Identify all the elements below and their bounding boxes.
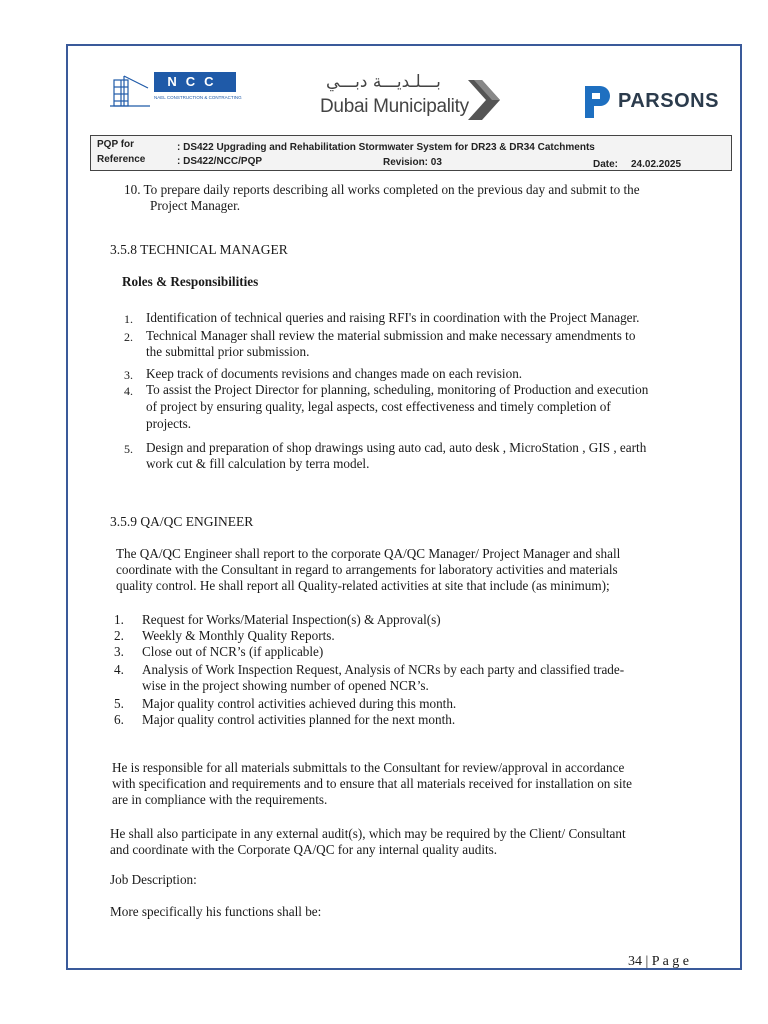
- tm-item-4-line-3: projects.: [146, 416, 192, 431]
- reference-label: Reference: [97, 154, 146, 165]
- qa-item-number: 2.: [114, 628, 124, 643]
- section-heading-3-5-8: 3.5.8 TECHNICAL MANAGER: [110, 242, 288, 257]
- qa-item-3-line: Close out of NCR’s (if applicable): [142, 644, 324, 659]
- materials-para-line-3: are in compliance with the requirements.: [112, 792, 328, 807]
- materials-para-line-1: He is responsible for all materials submittals to the Consultant for review/approval in accordance: [112, 760, 625, 775]
- document-code: : DS422/NCC/PQP: [177, 156, 263, 167]
- date-value: 24.02.2025: [631, 159, 682, 170]
- audit-para-line-1: He shall also participate in any external audit(s), which may be required by the Client/ Consultant: [110, 826, 626, 841]
- dm-arabic-text: بـــلـديـــة دبـــي: [326, 72, 441, 92]
- tm-item-5-line-2: work cut & fill calculation by terra model.: [146, 456, 370, 471]
- tm-item-3-line: Keep track of documents revisions and changes made on each revision.: [146, 366, 523, 381]
- date-label: Date:: [593, 159, 619, 170]
- tm-item-number: 3.: [124, 368, 133, 382]
- materials-para-line-2: with specification and requirements and to ensure that all materials received for installation on site: [112, 776, 632, 791]
- qa-item-number: 3.: [114, 644, 124, 659]
- tm-item-2-line-1: Technical Manager shall review the material submission and make necessary amendments to: [146, 328, 636, 343]
- dm-english-text: Dubai Municipality: [320, 96, 469, 117]
- qa-item-number: 5.: [114, 696, 124, 711]
- tm-item-4-line-2: of project by ensuring quality, legal aspects, cost effectiveness and timely completion of: [146, 399, 611, 414]
- roles-heading: Roles & Responsibilities: [122, 274, 259, 289]
- audit-para-line-2: and coordinate with the Corporate QA/QC for any internal quality audits.: [110, 842, 498, 857]
- tm-item-2-line-2: the submittal prior submission.: [146, 344, 310, 359]
- qa-item-4-line-2: wise in the project showing number of opened NCR’s.: [142, 678, 429, 693]
- ncc-wordmark: NCC: [154, 72, 236, 92]
- qa-item-4-line-1: Analysis of Work Inspection Request, Analysis of NCRs by each party and classified trade-: [142, 662, 625, 677]
- tm-item-number: 1.: [124, 312, 133, 326]
- more-specifically-label: More specifically his functions shall be:: [110, 904, 322, 919]
- qa-item-2-line: Weekly & Monthly Quality Reports.: [142, 628, 335, 643]
- qa-item-number: 1.: [114, 612, 124, 627]
- project-title: : DS422 Upgrading and Rehabilitation Stormwater System for DR23 & DR34 Catchments: [177, 142, 595, 153]
- qa-item-1-line: Request for Works/Material Inspection(s) & Approval(s): [142, 612, 441, 627]
- tm-item-number: 2.: [124, 330, 133, 344]
- qa-intro-line-2: coordinate with the Consultant in regard to arrangements for laboratory activities and materials: [116, 562, 618, 577]
- pqp-label: PQP for: [97, 139, 135, 150]
- section-heading-3-5-9: 3.5.9 QA/QC ENGINEER: [110, 514, 254, 529]
- qa-item-5-line: Major quality control activities achieved during this month.: [142, 696, 457, 711]
- revision: Revision: 03: [383, 157, 442, 168]
- tm-item-number: 4.: [124, 384, 133, 398]
- parsons-wordmark: PARSONS: [618, 90, 719, 112]
- job-description-label: Job Description:: [110, 872, 197, 887]
- qa-intro-line-3: quality control. He shall report all Quality-related activities at site that include (as minimum);: [116, 578, 610, 593]
- item-10-line-2: Project Manager.: [150, 198, 241, 213]
- qa-item-6-line: Major quality control activities planned for the next month.: [142, 712, 456, 727]
- ncc-subtitle: NAEL CONSTRUCTION & CONTRACTING: [154, 95, 242, 100]
- tm-item-4-line-1: To assist the Project Director for planning, scheduling, monitoring of Production and execution: [146, 382, 649, 397]
- qa-item-number: 6.: [114, 712, 124, 727]
- tm-item-1-line: Identification of technical queries and raising RFI's in coordination with the Project Manager.: [146, 310, 640, 325]
- page-number: 34 | P a g e: [628, 954, 689, 969]
- qa-item-number: 4.: [114, 662, 124, 677]
- tm-item-5-line-1: Design and preparation of shop drawings using auto cad, auto desk , MicroStation , GIS , earth: [146, 440, 647, 455]
- tm-item-number: 5.: [124, 442, 133, 456]
- item-10-line-1: 10. To prepare daily reports describing all works completed on the previous day and submit to the: [124, 182, 640, 197]
- qa-intro-line-1: The QA/QC Engineer shall report to the corporate QA/QC Manager/ Project Manager and shall: [116, 546, 621, 561]
